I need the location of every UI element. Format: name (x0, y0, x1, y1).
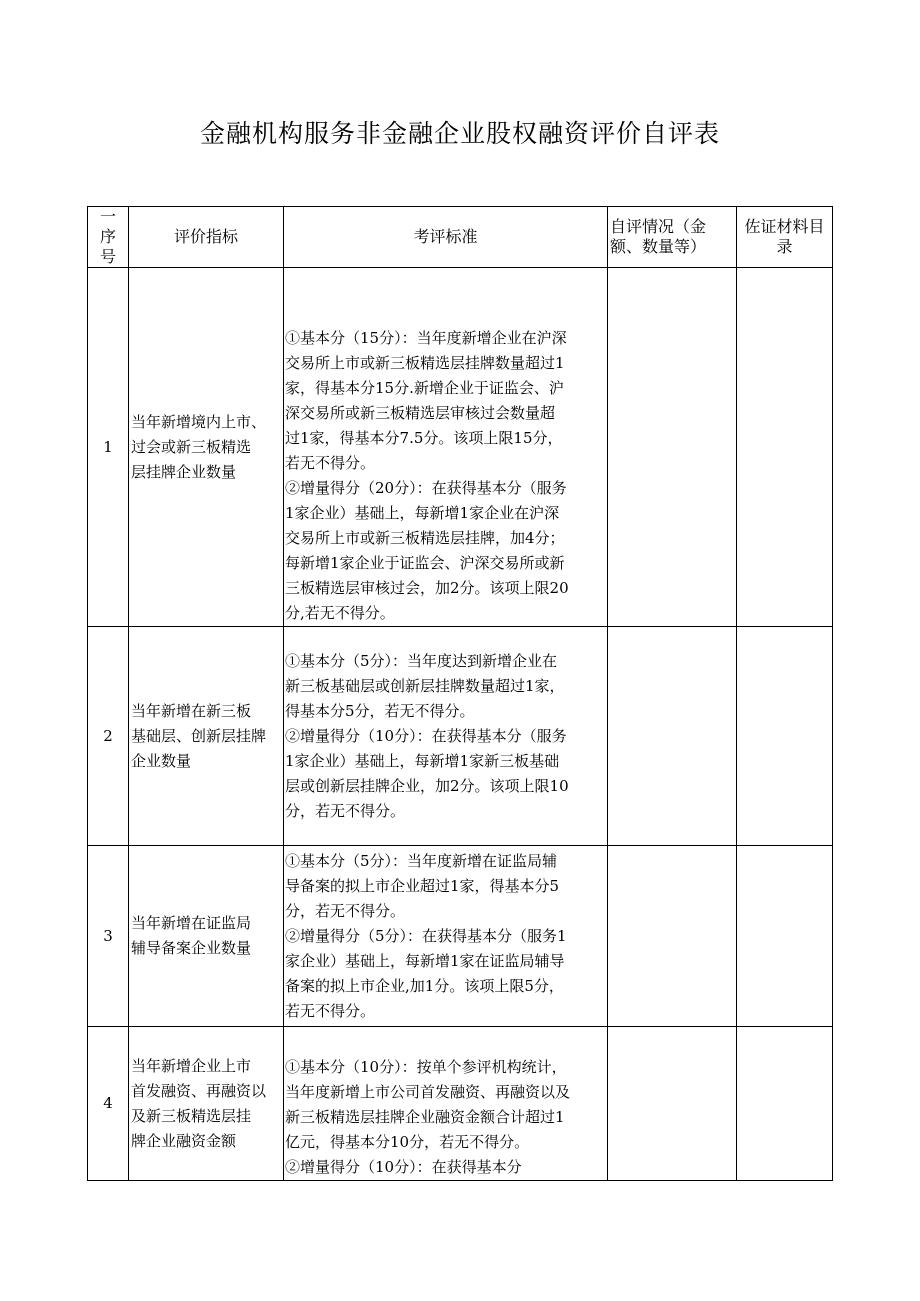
table-header-row (88, 207, 833, 268)
standard-cell: ①基本分（10分）：按单个参评机构统计， 当年度新增上市公司首发融资、再融资以及 新三板精选层挂牌企业融资金额合计超过1 亿元，得基本分10分，若无不得分。 ②增量得分（10分）：在获得基本分 (284, 1027, 608, 1181)
indicator-cell: 当年新增企业上市 首发融资、再融资以 及新三板精选层挂 牌企业融资金额 (129, 1027, 284, 1181)
self-evaluation-cell[interactable] (608, 268, 737, 627)
header-evidence: 佐证材料目 录 (737, 207, 833, 268)
self-evaluation-cell[interactable] (608, 627, 737, 846)
evaluation-table (87, 206, 833, 1181)
table-row (88, 846, 833, 1027)
page-title: 金融机构服务非金融企业股权融资评价自评表 (199, 119, 720, 148)
indicator-cell: 当年新增境内上市、 过会或新三板精选 层挂牌企业数量 (129, 268, 284, 627)
evidence-cell[interactable] (737, 627, 833, 846)
self-evaluation-cell[interactable] (608, 846, 737, 1027)
indicator-cell: 当年新增在新三板 基础层、创新层挂牌 企业数量 (129, 627, 284, 846)
standard-cell: ①基本分（5分）：当年度新增在证监局辅 导备案的拟上市企业超过1家，得基本分5 分，若无不得分。 ②增量得分（5分）：在获得基本分（服务1 家企业）基础上，每新增1家在证监局辅导 备案的拟上市企业,加1分。该项上限5分， 若无不得分。 (284, 846, 608, 1027)
header-standard: 考评标准 (284, 207, 608, 268)
row-number: 3 (88, 846, 129, 1027)
header-indicator: 评价指标 (129, 207, 284, 268)
row-number: 2 (88, 627, 129, 846)
header-serial-number: 一 序 号 (88, 207, 129, 268)
row-number: 4 (88, 1027, 129, 1181)
table-row (88, 268, 833, 627)
table-row (88, 1027, 833, 1181)
row-number: 1 (88, 268, 129, 627)
header-self-evaluation: 自评情况（金 额、数量等） (608, 207, 737, 268)
indicator-cell: 当年新增在证监局 辅导备案企业数量 (129, 846, 284, 1027)
evidence-cell[interactable] (737, 268, 833, 627)
evidence-cell[interactable] (737, 846, 833, 1027)
evidence-cell[interactable] (737, 1027, 833, 1181)
standard-cell: ①基本分（5分）：当年度达到新增企业在 新三板基础层或创新层挂牌数量超过1家， 得基本分5分，若无不得分。 ②增量得分（10分）：在获得基本分（服务 1家企业）基础上，每新增1家新三板基础 层或创新层挂牌企业，加2分。该项上限10 分，若无不得分。 (284, 627, 608, 846)
standard-cell: ①基本分（15分）：当年度新增企业在沪深 交易所上市或新三板精选层挂牌数量超过1 家，得基本分15分.新增企业于证监会、沪 深交易所或新三板精选层审核过会数量超 过1家，得基本分7.5分。该项上限15分， 若无不得分。 ②增量得分（20分）：在获得基本分（服务 1家企业）基础上，每新增1家企业在沪深 交易所上市或新三板精选层挂牌，加4分； 每新增1家企业于证监会、沪深交易所或新 三板精选层审核过会，加2分。该项上限20 分,若无不得分。 (284, 268, 608, 627)
self-evaluation-cell[interactable] (608, 1027, 737, 1181)
table-row (88, 627, 833, 846)
